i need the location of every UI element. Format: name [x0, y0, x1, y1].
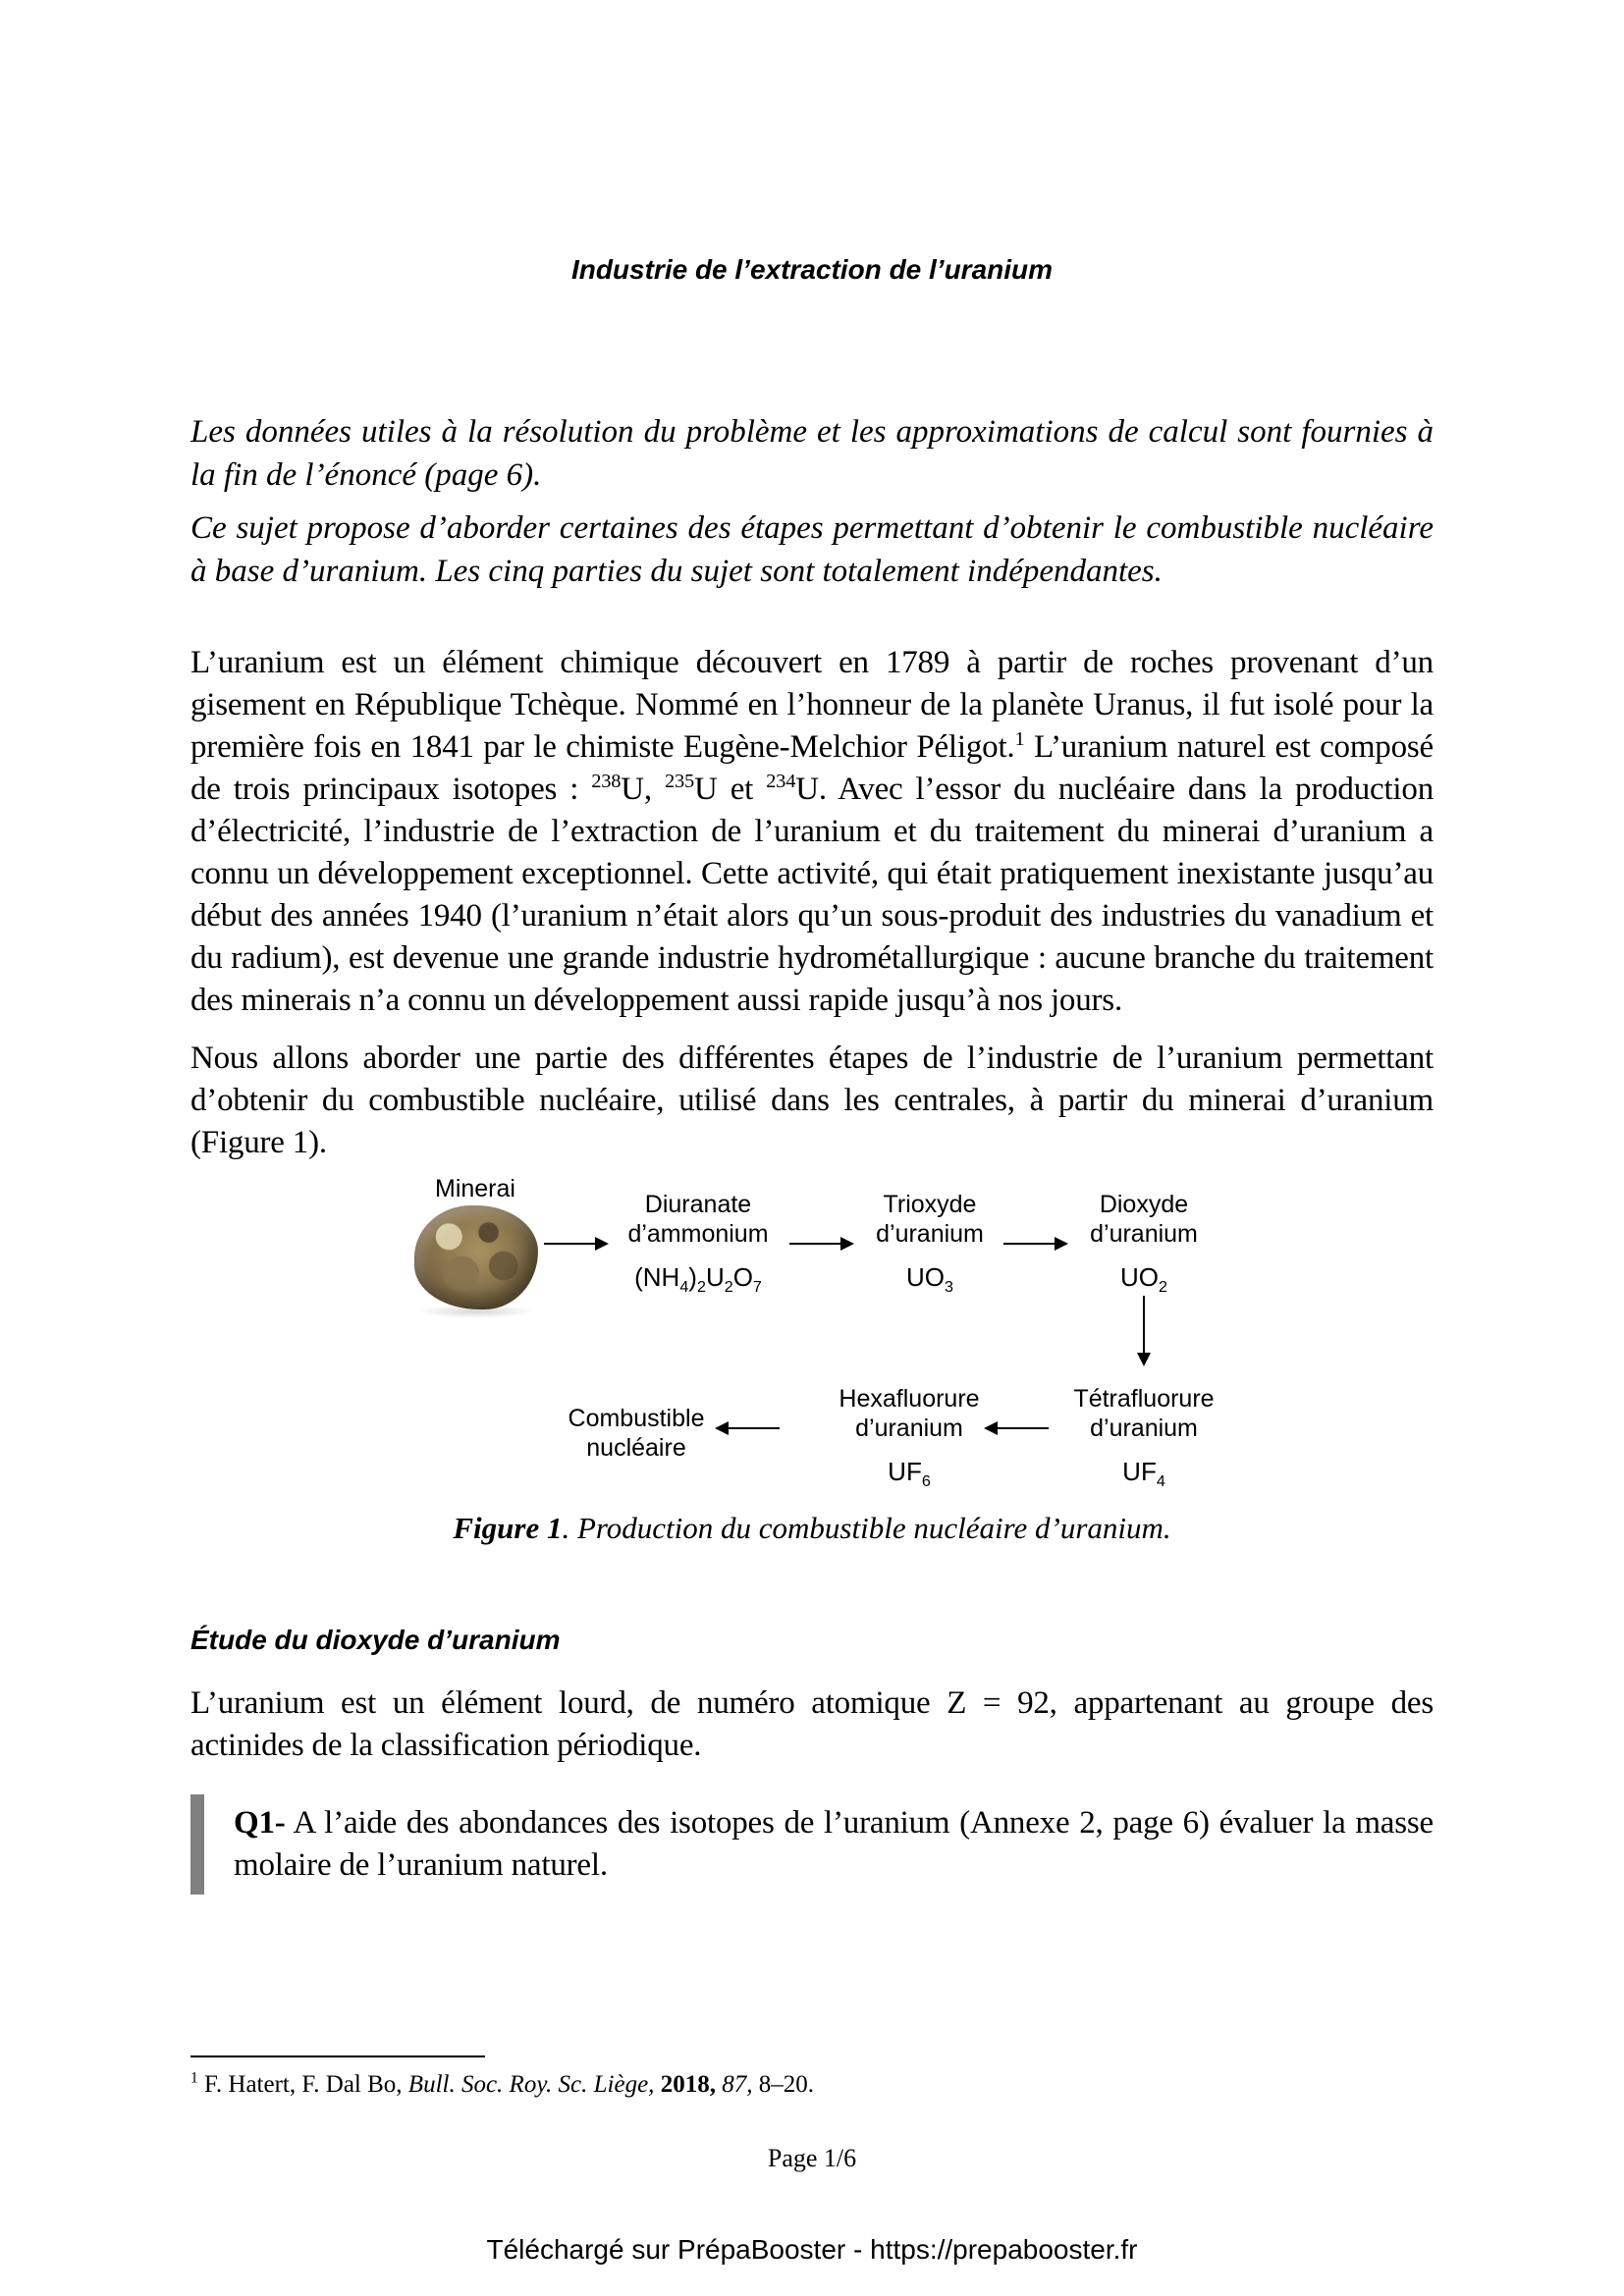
arrow-down-icon	[1143, 1296, 1145, 1353]
node-trioxyde-name: Trioxyde d’uranium	[876, 1191, 984, 1248]
node-tetrafluorure	[1046, 1384, 1242, 1491]
footnote-divider	[190, 2056, 485, 2057]
node-minerai-label: Minerai	[435, 1175, 515, 1202]
node-diuranate-formula: $(NH_4)_2U_2O_7$	[634, 1262, 762, 1297]
uranium-ore-image	[414, 1205, 538, 1309]
footnote-pages: 8–20.	[758, 2071, 814, 2098]
arrow-left-icon	[729, 1427, 780, 1429]
node-tetrafluorure-name: Tétrafluorure d’uranium	[1073, 1385, 1215, 1442]
figure-caption-text: . Production du combustible nucléaire d’uranium.	[562, 1511, 1171, 1545]
intro-paragraph-2: Ce sujet propose d’aborder certaines des étapes permettant d’obtenir le combustible nucléaire à base d’uranium. Les cinq parties du sujet sont totalement indépendantes.	[190, 510, 1434, 589]
footnote-volume: 87,	[722, 2071, 753, 2098]
footnote-journal: Bull. Soc. Roy. Sc. Liège,	[407, 2071, 655, 2098]
node-hexafluorure	[811, 1384, 1007, 1491]
intro-paragraph-1: Les données utiles à la résolution du problème et les approximations de calcul sont fournies à la fin de l’énoncé (page 6).	[190, 414, 1434, 493]
node-hexafluorure-formula: $UF_6$	[888, 1457, 931, 1491]
page-number: Page 1/6	[767, 2144, 857, 2172]
arrow-right-icon	[789, 1243, 840, 1245]
page-title: Industrie de l’extraction de l’uranium	[570, 254, 1054, 285]
question-block-q1	[190, 1794, 1434, 1895]
node-dioxyde-name: Dioxyde d’uranium	[1090, 1191, 1198, 1248]
figure-caption-label: Figure 1	[453, 1511, 563, 1545]
question-text: A l’aide des abondances des isotopes de l’uranium (Annexe 2, page 6) évaluer la masse molaire de l’uranium naturel.	[234, 1805, 1434, 1883]
body-paragraph-2: Nous allons aborder une partie des différentes étapes de l’industrie de l’uranium permettant d’obtenir du combustible nucléaire, utilisé dans les centrales, à partir du minerai d’uranium (Figure 1).	[190, 1041, 1434, 1160]
arrow-left-icon	[998, 1427, 1049, 1429]
section-heading: Étude du dioxyde d’uranium	[190, 1625, 561, 1655]
question-label: Q1-	[234, 1805, 286, 1841]
arrow-right-icon	[1003, 1243, 1055, 1245]
figure-1	[190, 1168, 1434, 1561]
node-combustible-name: Combustible nucléaire	[568, 1405, 705, 1462]
footer-credit: Téléchargé sur PrépaBooster - https://prepabooster.fr	[486, 2234, 1138, 2265]
node-trioxyde-formula: $UO_3$	[906, 1262, 953, 1297]
footnote-authors: F. Hatert, F. Dal Bo,	[204, 2071, 403, 2098]
figure-caption	[190, 1511, 1434, 1545]
body-paragraph-1: L’uranium est un élément chimique découvert en 1789 à partir de roches provenant d’un gisement en République Tchèque. Nommé en l’honneur de la planète Uranus, il fut isolé pour la première fois en 1841 par le chimiste Eugène-Melchior Péligot.$^1$ L’uranium naturel est composé de trois principaux isotopes : $^{238}$U, $^{235}$U et $^{234}$U. Avec l’essor du nucléaire dans la production d’électricité, l’industrie de l’extraction de l’uranium et du traitement du minerai d’uranium a connu un développement exceptionnel. Cette activité, qui était pratiquement inexistante jusqu’au début des années 1940 (l’uranium n’était alors qu’un sous-produit des industries du vanadium et du radium), est devenue une grande industrie hydrométallurgique : aucune branche du traitement des minerais n’a connu un développement aussi rapide jusqu’à nos jours.	[190, 645, 1435, 1018]
body-paragraph-3: L’uranium est un élément lourd, de numéro atomique Z = 92, appartenant au groupe des actinides de la classification périodique.	[190, 1685, 1434, 1763]
node-trioxyde	[832, 1190, 1028, 1297]
arrow-right-icon	[544, 1243, 595, 1245]
intro-block	[190, 410, 1434, 593]
footnote	[190, 2069, 1434, 2101]
node-hexafluorure-name: Hexafluorure d’uranium	[839, 1385, 980, 1442]
node-combustible	[538, 1404, 734, 1463]
node-diuranate-name: Diuranate d’ammonium	[627, 1191, 769, 1248]
footnote-marker: 1	[190, 2069, 198, 2087]
footnote-year: 2018,	[660, 2071, 716, 2098]
node-dioxyde	[1046, 1190, 1242, 1297]
node-diuranate	[600, 1190, 796, 1297]
node-dioxyde-formula: $UO_2$	[1120, 1262, 1167, 1297]
node-tetrafluorure-formula: $UF_4$	[1122, 1457, 1165, 1491]
